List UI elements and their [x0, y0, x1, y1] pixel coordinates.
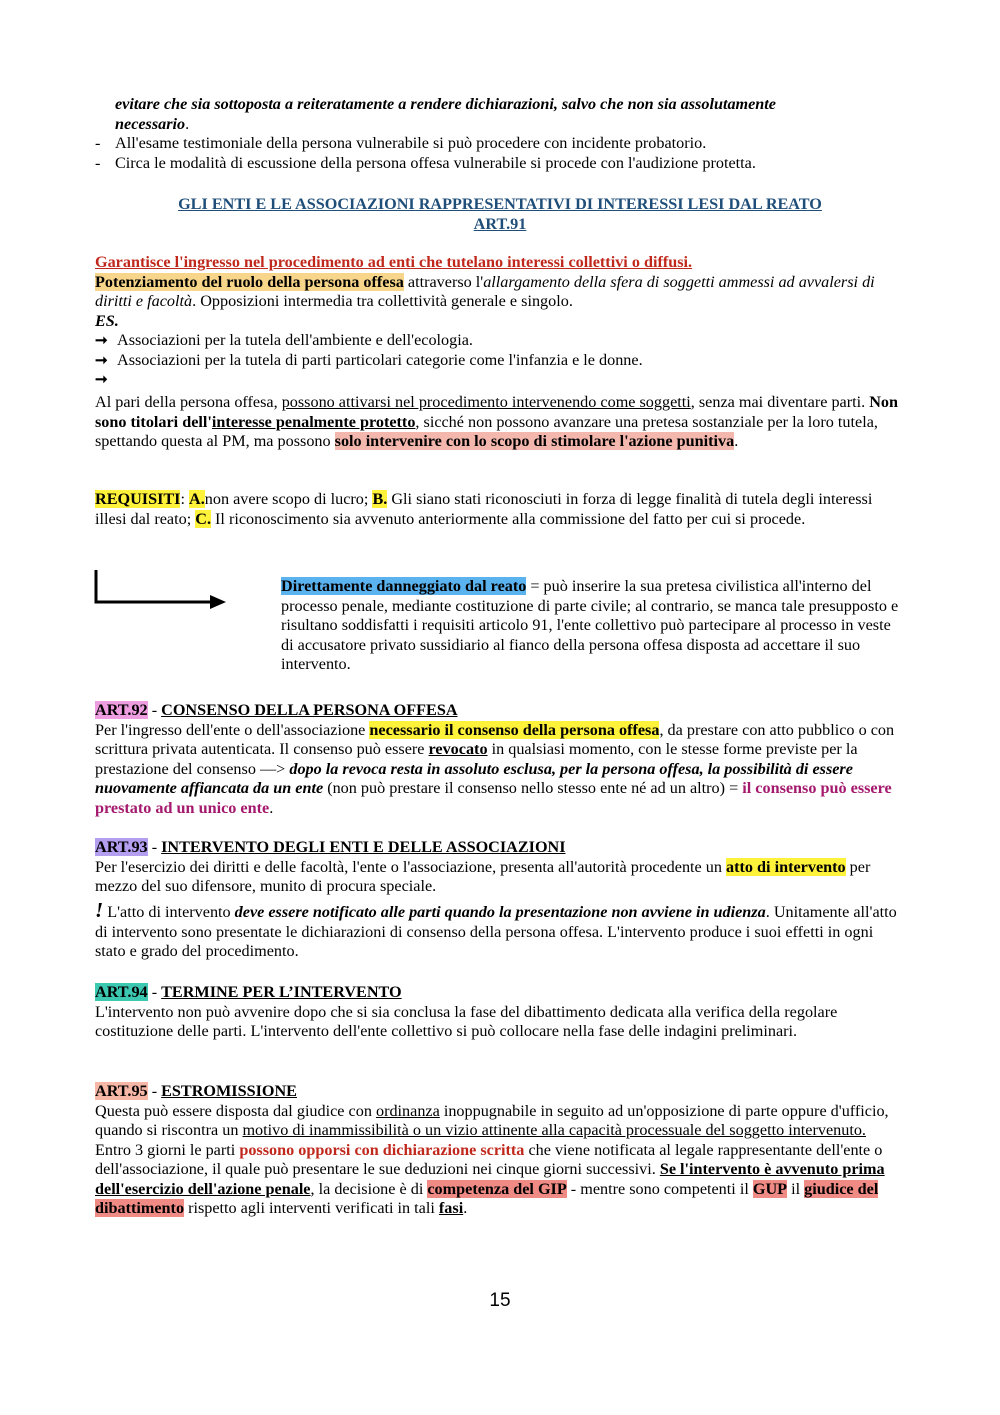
direct-damage-box: Direttamente danneggiato dal reato = può inserire la sua pretesa civilistica all'interno del processo penale, mediante costituzione di parte civile; al contrario, se manca tale presupposto e risultano soddisfatti i requisiti articolo 91, l'ente collettivo può partecipare al processo in veste di accusatore privato sussidiario al fianco della persona offesa disposta ad accettare il suo intervento. [281, 577, 899, 673]
arrow-right-icon: ➞ [95, 353, 108, 369]
article-title: CONSENSO DELLA PERSONA OFFESA [161, 701, 458, 719]
arrow-right-icon: ➞ [95, 372, 108, 388]
art91-body: Garantisce l'ingresso nel procedimento ad enti che tutelano interessi collettivi o diffusi. Potenziamento del ruolo della persona offesa attraverso l'allargamento della sfera di soggetti ammessi ad avvalersi di diritti e facoltà. Opposizioni intermedia tra collettività generale e singolo. ES. [95, 253, 875, 330]
page-number: 15 [489, 1290, 511, 1311]
art91-paragraph: Al pari della persona offesa, possono attivarsi nel procedimento intervenendo come soggetti, senza mai diventare parti. Non sono titolari dell'interesse penalmente protetto, sicché non possono avanzare una pretesa sostanziale per la loro tutela, spettando questa al PM, ma possono solo intervenire con lo scopo di stimolare l'azione punitiva. [95, 393, 899, 450]
highlight: Direttamente danneggiato dal reato [281, 577, 527, 595]
art91-red-heading: Garantisce l'ingresso nel procedimento ad enti che tutelano interessi collettivi o diffusi. [95, 253, 693, 271]
art94-section: ART.94 - TERMINE PER L’INTERVENTO L'intervento non può avvenire dopo che si sia conclusa la fase del dibattimento dedicata alla verifica della regolare costituzione delle parti. L'intervento dell'ente collettivo si può collocare nella fase delle indagini preliminari. [95, 983, 838, 1040]
article-title: ESTROMISSIONE [161, 1082, 297, 1100]
highlight: solo intervenire con lo scopo di stimolare l'azione punitiva [334, 432, 735, 450]
list-item: ➞ Associazioni per la tutela di parti particolari categorie come l'infanzia e le donne. [95, 351, 643, 369]
article-label: ART.93 [95, 838, 148, 856]
article-title: INTERVENTO DEGLI ENTI E DELLE ASSOCIAZIONI [161, 838, 566, 856]
section-title: GLI ENTI E LE ASSOCIAZIONI RAPPRESENTATIVI DI INTERESSI LESI DAL REATO ART.91 [178, 195, 822, 233]
article-label: ART.92 [95, 701, 148, 719]
requisiti: REQUISITI: A.non avere scopo di lucro; B. Gli siano stati riconosciuti in forza di legge finalità di tutela degli interessi illesi dal reato; C. Il riconoscimento sia avvenuto anteriormente alla commissione del fatto per cui si procede. [95, 490, 873, 528]
art93-note: ! L'atto di intervento deve essere notificato alle parti quando la presentazione non avviene in udienza. Unitamente all'atto di intervento sono presentate le dichiarazioni di consenso della persona offesa. L'intervento produce i suoi effetti in ogni stato e grado del procedimento. [95, 898, 897, 960]
exclamation-icon: ! [95, 898, 104, 922]
list-item [95, 370, 117, 389]
art92-section: ART.92 - CONSENSO DELLA PERSONA OFFESA Per l'ingresso dell'ente o dell'associazione necessario il consenso della persona offesa, da prestare con atto pubblico o con scrittura privata autenticata. Il consenso può essere revocato in qualsiasi momento, con le stesse forme previste per la prestazione del consenso —> dopo la revoca resta in assoluto esclusa, per la persona offesa, la possibilità di essere nuovamente affiancata da un ente (non può prestare il consenso nello stesso ente né ad un altro) = il consenso può essere prestato ad un unico ente. [95, 701, 895, 817]
intro-italic: evitare che sia sottoposta a reiteratamente a rendere dichiarazioni, salvo che non sia assolutamente necessario. [115, 95, 776, 133]
article-label: ART.94 [95, 983, 148, 1001]
list-item: ➞ Associazioni per la tutela dell'ambiente e dell'ecologia. [95, 331, 473, 349]
arrow-right-icon: ➞ [95, 333, 108, 349]
elbow-arrow-icon [92, 568, 232, 614]
art93-section: ART.93 - INTERVENTO DEGLI ENTI E DELLE ASSOCIAZIONI Per l'esercizio dei diritti e delle facoltà, l'ente o l'associazione, presenta all'autorità procedente un atto di intervento per mezzo del suo difensore, munito di procura speciale. [95, 838, 871, 895]
art95-section: ART.95 - ESTROMISSIONE Questa può essere disposta dal giudice con ordinanza inoppugnabile in seguito ad un'opposizione di parte oppure d'ufficio, quando si riscontra un motivo di inammissibilità o un vizio attinente alla capacità processuale del soggetto intervenuto. Entro 3 giorni le parti possono opporsi con dichiarazione scritta che viene notificata al legale rappresentante dell'ente o dell'associazione, il quale può presentare le sue deduzioni nei cinque giorni successivi. Se l'intervento è avvenuto prima dell'esercizio dell'azione penale, la decisione è di competenza del GIP - mentre sono competenti il GUP il giudice del dibattimento rispetto agli interventi verificati in tali fasi. [95, 1082, 889, 1217]
highlight: Potenziamento del ruolo della persona offesa [95, 272, 404, 291]
article-title: TERMINE PER L’INTERVENTO [161, 983, 402, 1001]
article-label: ART.95 [95, 1082, 148, 1100]
list-item: - All'esame testimoniale della persona vulnerabile si può procedere con incidente probatorio. [95, 134, 707, 152]
list-item: - Circa le modalità di escussione della persona offesa vulnerabile si procede con l'audizione protetta. [95, 154, 756, 172]
